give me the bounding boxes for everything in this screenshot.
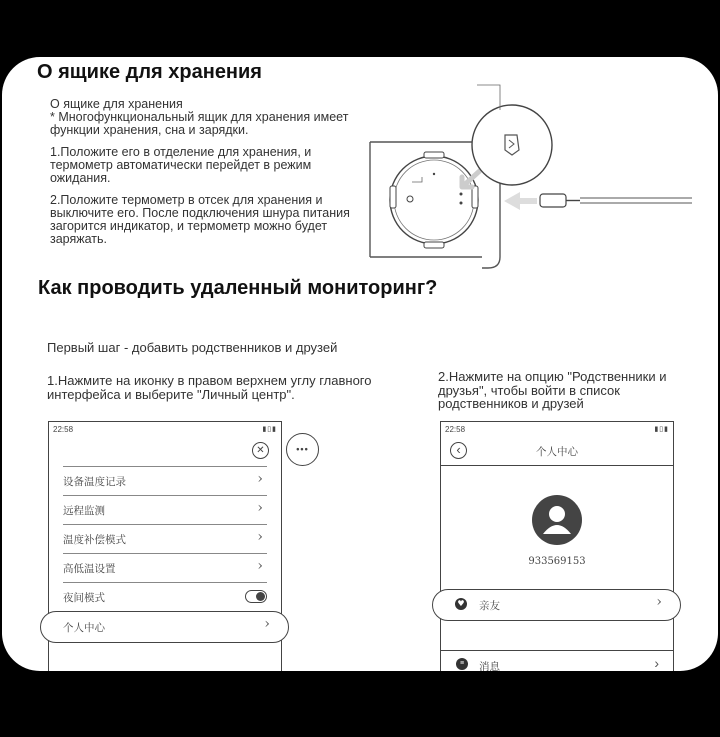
menu-item-label: 高低温设置 — [63, 563, 116, 575]
chevron-right-icon: › — [264, 616, 270, 632]
friends-label: 亲友 — [479, 600, 500, 612]
monitoring-first-step: Первый шаг - добавить родственников и друзей — [47, 340, 338, 355]
menu-item-personal-center[interactable] — [40, 611, 289, 643]
menu-item-night-mode — [63, 582, 267, 612]
phone2-divider — [441, 650, 673, 651]
menu-item-remote-monitoring[interactable] — [63, 495, 267, 525]
storage-description — [50, 98, 350, 246]
monitoring-heading: Как проводить удаленный мониторинг? — [38, 277, 438, 299]
chevron-right-icon: › — [257, 500, 263, 516]
storage-heading: О ящике для хранения — [37, 61, 262, 83]
messages-label: 消息 — [479, 661, 500, 671]
heart-icon: ♥ — [455, 598, 467, 610]
menu-item-temperature-settings[interactable] — [63, 553, 267, 583]
chevron-right-icon: › — [257, 558, 263, 574]
phone2-title: 个人中心 — [536, 446, 578, 458]
list-item-friends[interactable] — [432, 589, 681, 621]
menu-item-temperature-compensation[interactable] — [63, 524, 267, 554]
storage-box-illustration — [362, 82, 692, 272]
user-id: 933569153 — [528, 556, 586, 567]
menu-item-label: 夜间模式 — [63, 592, 105, 604]
monitoring-step-2: 2.Нажмите на опцию "Родственники и друзья", чтобы войти в список родственников и друзей — [438, 369, 667, 411]
back-icon[interactable]: ‹ — [450, 442, 467, 459]
menu-item-temperature-records[interactable] — [63, 466, 267, 496]
monitoring-step-1: 1.Нажмите на иконку в правом верхнем углу главного интерфейса и выберите "Личный центр". — [47, 373, 372, 402]
storage-intro-text: * Многофункциональный ящик для хранения имеет функции хранения, сна и зарядки. — [50, 110, 349, 137]
personal-center-label: 个人中心 — [63, 622, 105, 634]
storage-intro-title: О ящике для хранения — [50, 97, 183, 111]
storage-step-2: 2.Положите термометр в отсек для хранения и выключите его. После подключения шнура питания загорится индикатор, и термометр можно будет заряжать. — [50, 193, 350, 246]
avatar-icon[interactable] — [531, 494, 583, 546]
phone1-status-icons: ▮▯▮ — [262, 426, 277, 433]
night-mode-toggle[interactable] — [245, 590, 267, 603]
menu-item-label: 设备温度记录 — [63, 476, 126, 488]
phone2-status-icons: ▮▯▮ — [654, 426, 669, 433]
more-options-icon[interactable]: ••• — [286, 433, 319, 466]
chevron-right-icon: › — [257, 529, 263, 545]
menu-item-label: 远程监测 — [63, 505, 105, 517]
phone2-time: 22:58 — [445, 425, 466, 434]
chevron-right-icon: › — [654, 655, 659, 671]
list-item-messages[interactable] — [441, 654, 673, 671]
page-card — [2, 57, 718, 671]
chevron-right-icon: › — [656, 594, 662, 610]
message-icon: ≡ — [456, 658, 468, 670]
phone1-time: 22:58 — [53, 425, 74, 434]
chevron-right-icon: › — [257, 471, 263, 487]
close-icon[interactable]: ✕ — [252, 442, 269, 459]
storage-step-1: 1.Положите его в отделение для хранения, и термометр автоматически перейдет в режим ожидания. — [50, 145, 312, 185]
menu-item-label: 温度补偿模式 — [63, 534, 126, 546]
phone2-header-divider — [441, 465, 673, 466]
phone-personal-center — [440, 421, 674, 671]
